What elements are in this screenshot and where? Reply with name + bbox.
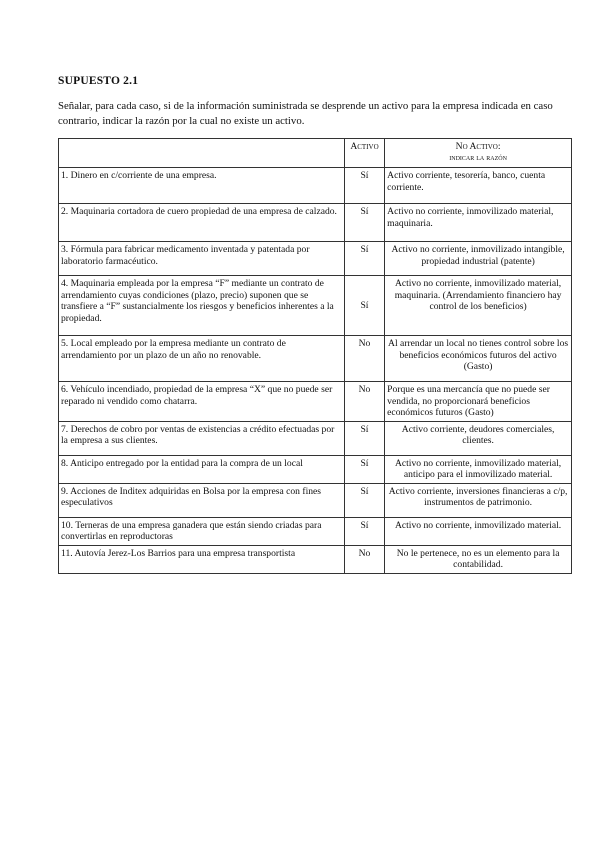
case-cell: 9. Acciones de Inditex adquiridas en Bolsa por la empresa con fines especulativos — [59, 483, 345, 517]
table-row — [59, 382, 572, 422]
case-cell: 6. Vehículo incendiado, propiedad de la empresa “X” que no puede ser reparado ni vendido como chatarra. — [59, 382, 345, 422]
reason-cell: Activo corriente, inversiones financieras a c/p, instrumentos de patrimonio. — [385, 483, 572, 517]
activo-cell: Sí — [344, 242, 384, 276]
reason-cell: Activo corriente, deudores comerciales, clientes. — [385, 421, 572, 455]
reason-cell: No le pertenece, no es un elemento para la contabilidad. — [385, 545, 572, 573]
activo-cell: Sí — [344, 421, 384, 455]
activo-cell: No — [344, 336, 384, 382]
table-row — [59, 336, 572, 382]
activo-cell: Sí — [344, 204, 384, 242]
document-title: SUPUESTO 2.1 — [58, 75, 139, 87]
reason-cell: Activo no corriente, inmovilizado intangible, propiedad industrial (patente) — [385, 242, 572, 276]
reason-cell: Porque es una mercancía que no puede ser vendida, no proporcionará beneficios económicos futuros (Gasto) — [385, 382, 572, 422]
header-case — [59, 139, 345, 168]
table-header-row — [59, 139, 572, 168]
header-activo — [344, 139, 384, 168]
activo-cell: No — [344, 382, 384, 422]
activo-cell: Sí — [344, 276, 384, 336]
activo-cell: Sí — [344, 483, 384, 517]
activo-cell: Sí — [344, 168, 384, 204]
header-no-activo-label: No Activo: — [455, 141, 501, 152]
reason-cell: Activo no corriente, inmovilizado material, maquinaria. — [385, 204, 572, 242]
reason-cell: Activo no corriente, inmovilizado material. — [385, 517, 572, 545]
table-row — [59, 421, 572, 455]
activo-cell: No — [344, 545, 384, 573]
table-row — [59, 455, 572, 483]
table-row — [59, 517, 572, 545]
case-cell: 4. Maquinaria empleada por la empresa “F” mediante un contrato de arrendamiento cuyas condiciones (plazo, precio) suponen que se transfiere a “F” sustancialmente los riesgos y beneficios inherentes a la propiedad. — [59, 276, 345, 336]
header-no-activo — [385, 139, 572, 168]
header-no-activo-sub: indicar la razón — [449, 152, 507, 162]
case-cell: 2. Maquinaria cortadora de cuero propiedad de una empresa de calzado. — [59, 204, 345, 242]
case-cell: 11. Autovía Jerez-Los Barrios para una empresa transportista — [59, 545, 345, 573]
table-row — [59, 242, 572, 276]
cases-table — [58, 138, 572, 574]
table-row — [59, 545, 572, 573]
case-cell: 5. Local empleado por la empresa mediante un contrato de arrendamiento por un plazo de un año no renovable. — [59, 336, 345, 382]
activo-cell: Sí — [344, 455, 384, 483]
reason-cell: Activo no corriente, inmovilizado material, maquinaria. (Arrendamiento financiero hay control de los beneficios) — [385, 276, 572, 336]
reason-cell: Activo corriente, tesorería, banco, cuenta corriente. — [385, 168, 572, 204]
table-row — [59, 276, 572, 336]
table-row — [59, 483, 572, 517]
header-activo-label: Activo — [350, 141, 379, 152]
table-row — [59, 204, 572, 242]
activo-cell: Sí — [344, 517, 384, 545]
intro-paragraph: Señalar, para cada caso, si de la información suministrada se desprende un activo para la empresa indicada en caso contrario, indicar la razón por la cual no existe un activo. — [58, 100, 553, 127]
case-cell: 7. Derechos de cobro por ventas de existencias a crédito efectuadas por la empresa a sus clientes. — [59, 421, 345, 455]
reason-cell: Al arrendar un local no tienes control sobre los beneficios económicos futuros del activo (Gasto) — [385, 336, 572, 382]
reason-cell: Activo no corriente, inmovilizado material, anticipo para el inmovilizado material. — [385, 455, 572, 483]
case-cell: 1. Dinero en c/corriente de una empresa. — [59, 168, 345, 204]
case-cell: 8. Anticipo entregado por la entidad para la compra de un local — [59, 455, 345, 483]
case-cell: 3. Fórmula para fabricar medicamento inventada y patentada por laboratorio farmacéutico. — [59, 242, 345, 276]
table-row — [59, 168, 572, 204]
case-cell: 10. Terneras de una empresa ganadera que están siendo criadas para convertirlas en reproductoras — [59, 517, 345, 545]
